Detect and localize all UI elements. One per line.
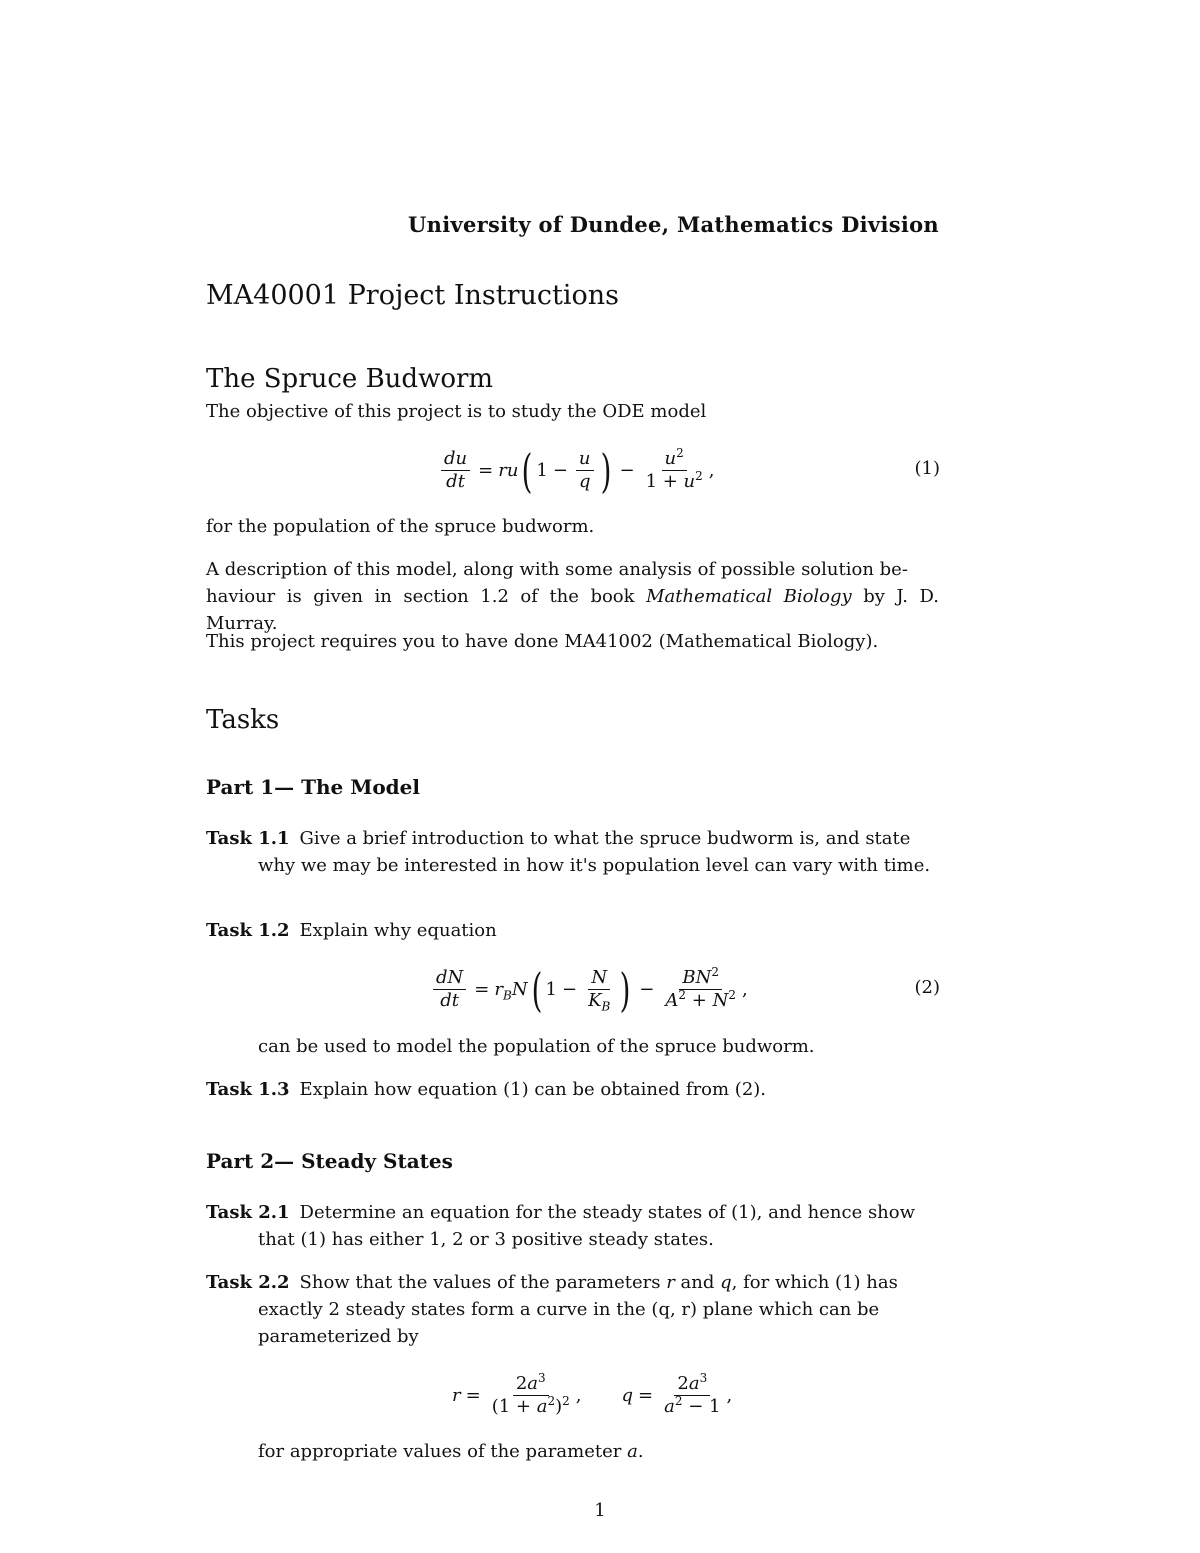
task-1-1-label: Task 1.1 (206, 828, 290, 849)
book-title: Mathematical Biology (646, 586, 852, 607)
description-line-2-post: by J. D. Murray. (206, 586, 939, 634)
document-title: MA40001 Project Instructions (206, 280, 620, 311)
part-1-title: Part 1— The Model (206, 775, 420, 799)
task-1-2-text: Explain why equation (299, 920, 497, 941)
task-2-1-line-1: Determine an equation for the steady states of (1), and hence show (299, 1202, 916, 1223)
task-1-2 (206, 917, 939, 944)
equation-parametric: r = $\frac{2a^3}{(1 + a^2)^2}$ , q = $\frac{2a^3}{a^2 - 1}$ , (452, 1371, 733, 1417)
param-q: q (720, 1272, 732, 1293)
equation-2: $\frac{dN}{dt}$ = $r_BN$ ( 1 − $\frac{N}{K_B}$ ) − $\frac{BN^2}{A^2 + N^2}$ , (430, 962, 748, 1017)
task-1-1-line-2: why we may be interested in how it's population level can vary with time. (258, 855, 931, 876)
task-2-2-after-pre: for appropriate values of the parameter (258, 1441, 628, 1462)
task-1-1-line-1: Give a brief introduction to what the spruce budworm is, and state (299, 828, 911, 849)
task-2-1-line-2: that (1) has either 1, 2 or 3 positive steady states. (258, 1229, 714, 1250)
task-2-2-line-1-post: , for which (1) has (731, 1272, 898, 1293)
task-2-2-after-post: . (637, 1441, 644, 1462)
after-equation-text: for the population of the spruce budworm. (206, 516, 595, 537)
task-2-2-after-text (258, 1438, 939, 1465)
task-1-3-text: Explain how equation (1) can be obtained from (2). (299, 1079, 767, 1100)
task-2-1 (206, 1199, 939, 1226)
university-header: University of Dundee, Mathematics Division (408, 212, 939, 237)
task-2-2-and: and (674, 1272, 721, 1293)
page-number: 1 (594, 1500, 606, 1521)
task-2-2-line-2: exactly 2 steady states form a curve in the (q, r) plane which can be (258, 1299, 880, 1320)
equation-1-number: (1) (914, 458, 940, 479)
intro-paragraph: The objective of this project is to study the ODE model (206, 401, 707, 422)
param-a: a (627, 1441, 638, 1462)
task-2-2 (206, 1269, 939, 1296)
param-r: r (666, 1272, 675, 1293)
equation-2-number: (2) (914, 977, 940, 998)
task-1-2-label: Task 1.2 (206, 920, 290, 941)
task-2-2-label: Task 2.2 (206, 1272, 290, 1293)
description-paragraph (206, 556, 939, 637)
task-1-3 (206, 1076, 939, 1103)
task-1-3-label: Task 1.3 (206, 1079, 290, 1100)
equation-1: $\frac{du}{dt}$ = ru ( 1 − $\frac{u}{q}$ ) − $\frac{u^2}{1 + u^2}$ , (438, 443, 715, 498)
task-2-2-line-3: parameterized by (258, 1326, 419, 1347)
prerequisite-paragraph: This project requires you to have done MA41002 (Mathematical Biology). (206, 631, 879, 652)
task-2-2-line-1-pre: Show that the values of the parameters (299, 1272, 667, 1293)
task-2-1-label: Task 2.1 (206, 1202, 290, 1223)
task-1-2-after-text: can be used to model the population of the spruce budworm. (258, 1036, 815, 1057)
section-title-tasks: Tasks (206, 705, 280, 735)
part-2-title: Part 2— Steady States (206, 1149, 453, 1173)
description-line-2-pre: haviour is given in section 1.2 of the book (206, 586, 647, 607)
description-line-1: A description of this model, along with some analysis of possible solution be- (206, 559, 908, 580)
task-1-1 (206, 825, 939, 852)
section-title-spruce-budworm: The Spruce Budworm (206, 364, 494, 394)
